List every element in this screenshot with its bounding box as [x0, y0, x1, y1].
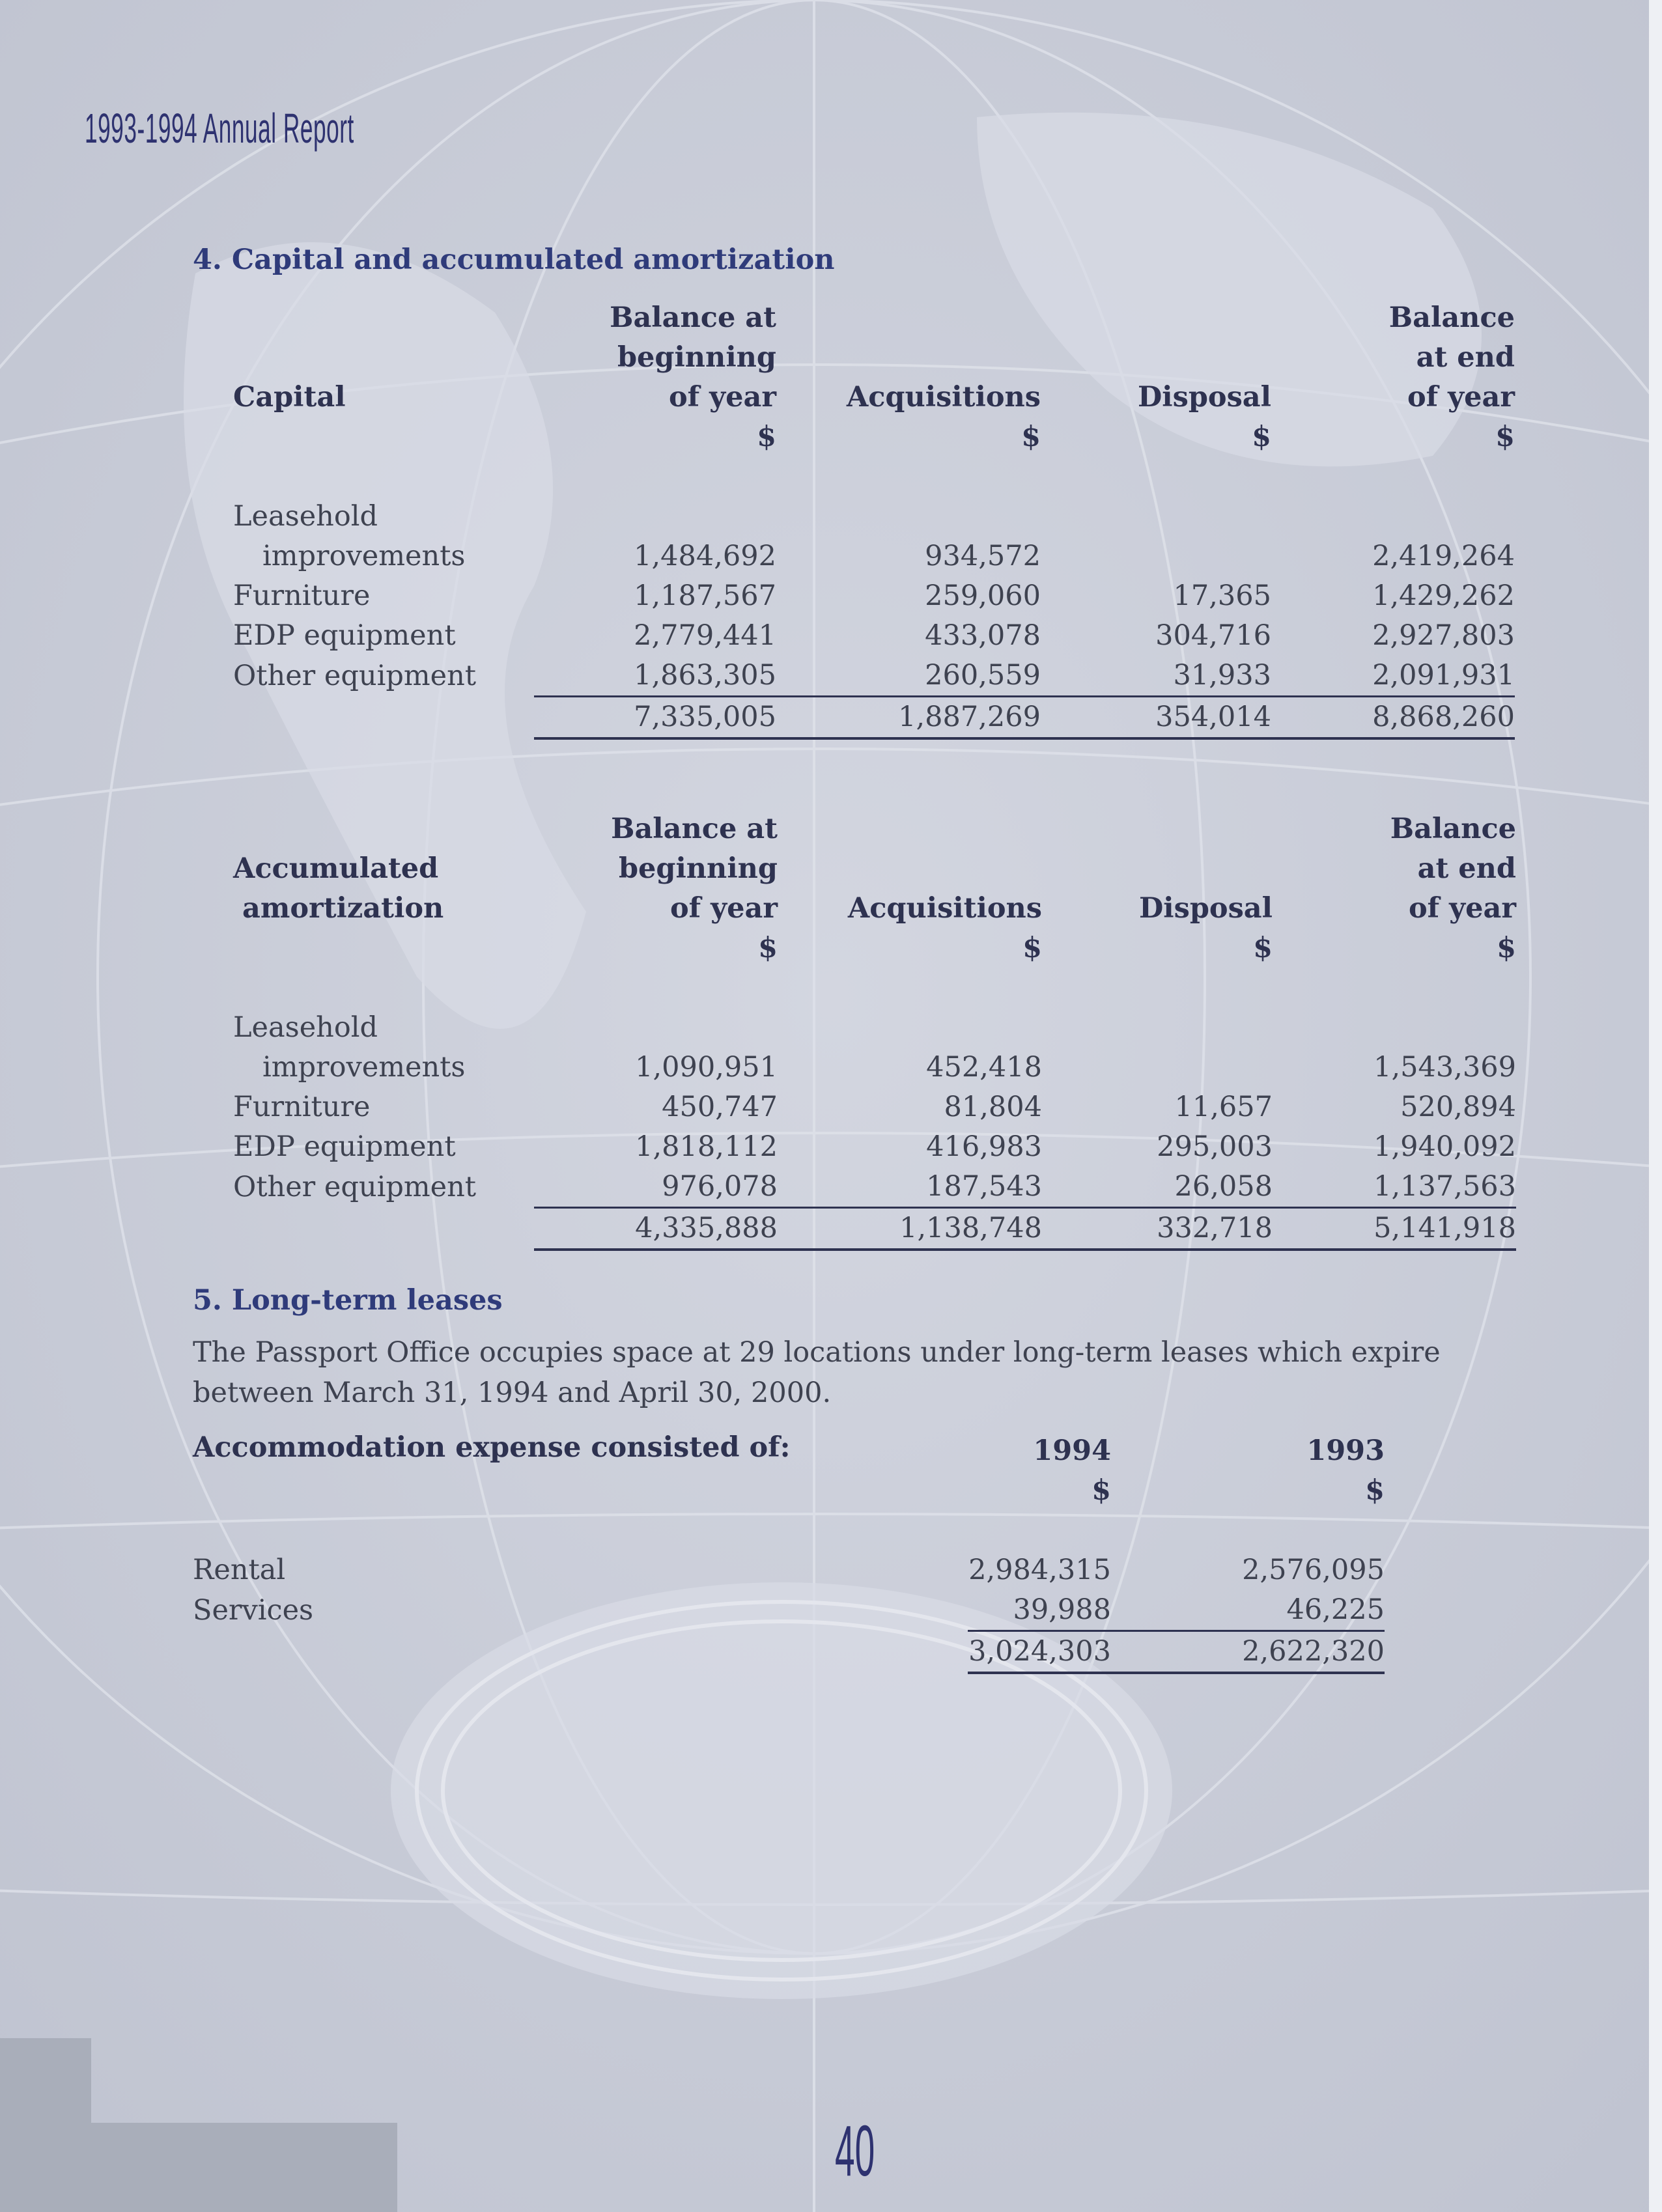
col-header: of year [1407, 381, 1515, 413]
table-cell: 187,543 [926, 1170, 1042, 1203]
corner-map-detail [0, 2038, 397, 2212]
col-header: Acquisitions [846, 381, 1041, 413]
row-label-header: Capital [233, 381, 346, 413]
unit-label: $ [1092, 1474, 1111, 1507]
table-cell: 2,091,931 [1372, 659, 1515, 692]
col-header: of year [669, 892, 778, 925]
total-cell: 4,335,888 [534, 1208, 778, 1250]
unit-label: $ [1252, 421, 1271, 453]
row-label: Services [193, 1593, 314, 1627]
total-cell: 354,014 [1067, 697, 1271, 739]
table-cell: 1,187,567 [634, 580, 776, 612]
lease-paragraph: The Passport Office occupies space at 29 locations under long-term leases which expire between March 31, 1994 and April 30, 2000. [193, 1336, 1441, 1409]
table-cell: 520,894 [1400, 1091, 1516, 1123]
row-label: Furniture [233, 580, 371, 612]
col-header: Disposal [1138, 381, 1271, 413]
page-edge [1649, 0, 1662, 2212]
table-cell: 2,419,264 [1372, 540, 1515, 572]
section-5-title: 5. Long-term leases [193, 1284, 503, 1317]
col-header: Balance at [611, 813, 778, 845]
row-label: improvements [262, 540, 466, 572]
table-cell: 2,779,441 [634, 619, 776, 652]
amortization-table [233, 809, 1516, 1251]
table-cell: 39,988 [1013, 1593, 1111, 1626]
table-cell: 2,927,803 [1372, 619, 1515, 652]
col-header: Balance [1390, 813, 1516, 845]
table-cell: 31,933 [1173, 659, 1271, 692]
col-header: beginning [618, 852, 778, 885]
col-header: of year [668, 381, 776, 413]
table-cell: 2,984,315 [968, 1554, 1111, 1586]
table-cell: 1,940,092 [1373, 1130, 1516, 1163]
accommodation-table [193, 1431, 1385, 1674]
table-cell: 46,225 [1286, 1593, 1385, 1626]
row-label: Furniture [233, 1091, 371, 1123]
col-header: Disposal [1139, 892, 1273, 925]
table-cell: 304,716 [1155, 619, 1271, 652]
row-label: Leasehold [233, 500, 378, 533]
table-cell: 1,429,262 [1372, 580, 1515, 612]
row-label: Other equipment [233, 659, 477, 692]
total-cell: 2,622,320 [1137, 1631, 1385, 1673]
total-cell: 1,138,748 [804, 1208, 1042, 1250]
unit-label: $ [758, 932, 778, 964]
table-cell: 976,078 [662, 1170, 778, 1203]
table-cell: 1,484,692 [634, 540, 776, 572]
total-cell: 8,868,260 [1297, 697, 1515, 739]
unit-label: $ [757, 421, 776, 453]
section-4-title: 4. Capital and accumulated amortization [193, 244, 835, 276]
col-header: Acquisitions [847, 892, 1042, 925]
table-cell: 11,657 [1174, 1091, 1273, 1123]
accommodation-label: Accommodation expense consisted of: [193, 1431, 791, 1464]
total-cell: 7,335,005 [534, 697, 776, 739]
unit-label: $ [1022, 932, 1042, 964]
table-cell: 295,003 [1157, 1130, 1273, 1163]
table-cell: 17,365 [1173, 580, 1271, 612]
row-label: Rental [193, 1554, 286, 1586]
col-header: 1994 [1033, 1435, 1111, 1467]
col-header: of year [1408, 892, 1516, 925]
table-cell: 433,078 [925, 619, 1041, 652]
capital-table [233, 298, 1515, 740]
table-cell: 452,418 [926, 1051, 1042, 1084]
table-cell [1068, 1048, 1273, 1087]
table-cell: 934,572 [925, 540, 1041, 572]
total-cell: 1,887,269 [802, 697, 1041, 739]
col-header: at end [1416, 341, 1515, 374]
row-label: improvements [262, 1051, 466, 1084]
total-cell: 332,718 [1068, 1208, 1273, 1250]
unit-label: $ [1365, 1474, 1385, 1507]
unit-label: $ [1253, 932, 1273, 964]
total-cell: 3,024,303 [968, 1631, 1111, 1673]
col-header: Balance at [610, 301, 776, 334]
col-header: at end [1417, 852, 1516, 885]
table-cell: 1,863,305 [634, 659, 776, 692]
unit-label: $ [1495, 421, 1515, 453]
table-cell: 450,747 [662, 1091, 778, 1123]
total-cell: 5,141,918 [1299, 1208, 1516, 1250]
col-header: 1993 [1306, 1435, 1385, 1467]
unit-label: $ [1021, 421, 1041, 453]
table-cell: 1,137,563 [1373, 1170, 1516, 1203]
table-cell: 81,804 [944, 1091, 1042, 1123]
table-cell: 259,060 [925, 580, 1041, 612]
table-cell: 260,559 [925, 659, 1041, 692]
table-cell: 1,543,369 [1373, 1051, 1516, 1084]
col-header: Balance [1388, 301, 1515, 334]
table-cell: 2,576,095 [1242, 1554, 1385, 1586]
col-header: beginning [617, 341, 776, 374]
page-number: 40 [835, 2111, 875, 2191]
row-label: Other equipment [233, 1170, 477, 1203]
table-cell [1067, 537, 1271, 576]
table-cell: 1,090,951 [635, 1051, 778, 1084]
row-label-header: Accumulated [233, 852, 439, 885]
table-cell: 416,983 [926, 1130, 1042, 1163]
row-label: Leasehold [233, 1011, 378, 1044]
row-label: EDP equipment [233, 619, 456, 652]
row-label-header: amortization [242, 892, 444, 925]
report-header: 1993-1994 Annual Report [85, 105, 354, 152]
table-cell: 1,818,112 [635, 1130, 778, 1163]
unit-label: $ [1497, 932, 1516, 964]
table-cell: 26,058 [1174, 1170, 1273, 1203]
row-label: EDP equipment [233, 1130, 456, 1163]
